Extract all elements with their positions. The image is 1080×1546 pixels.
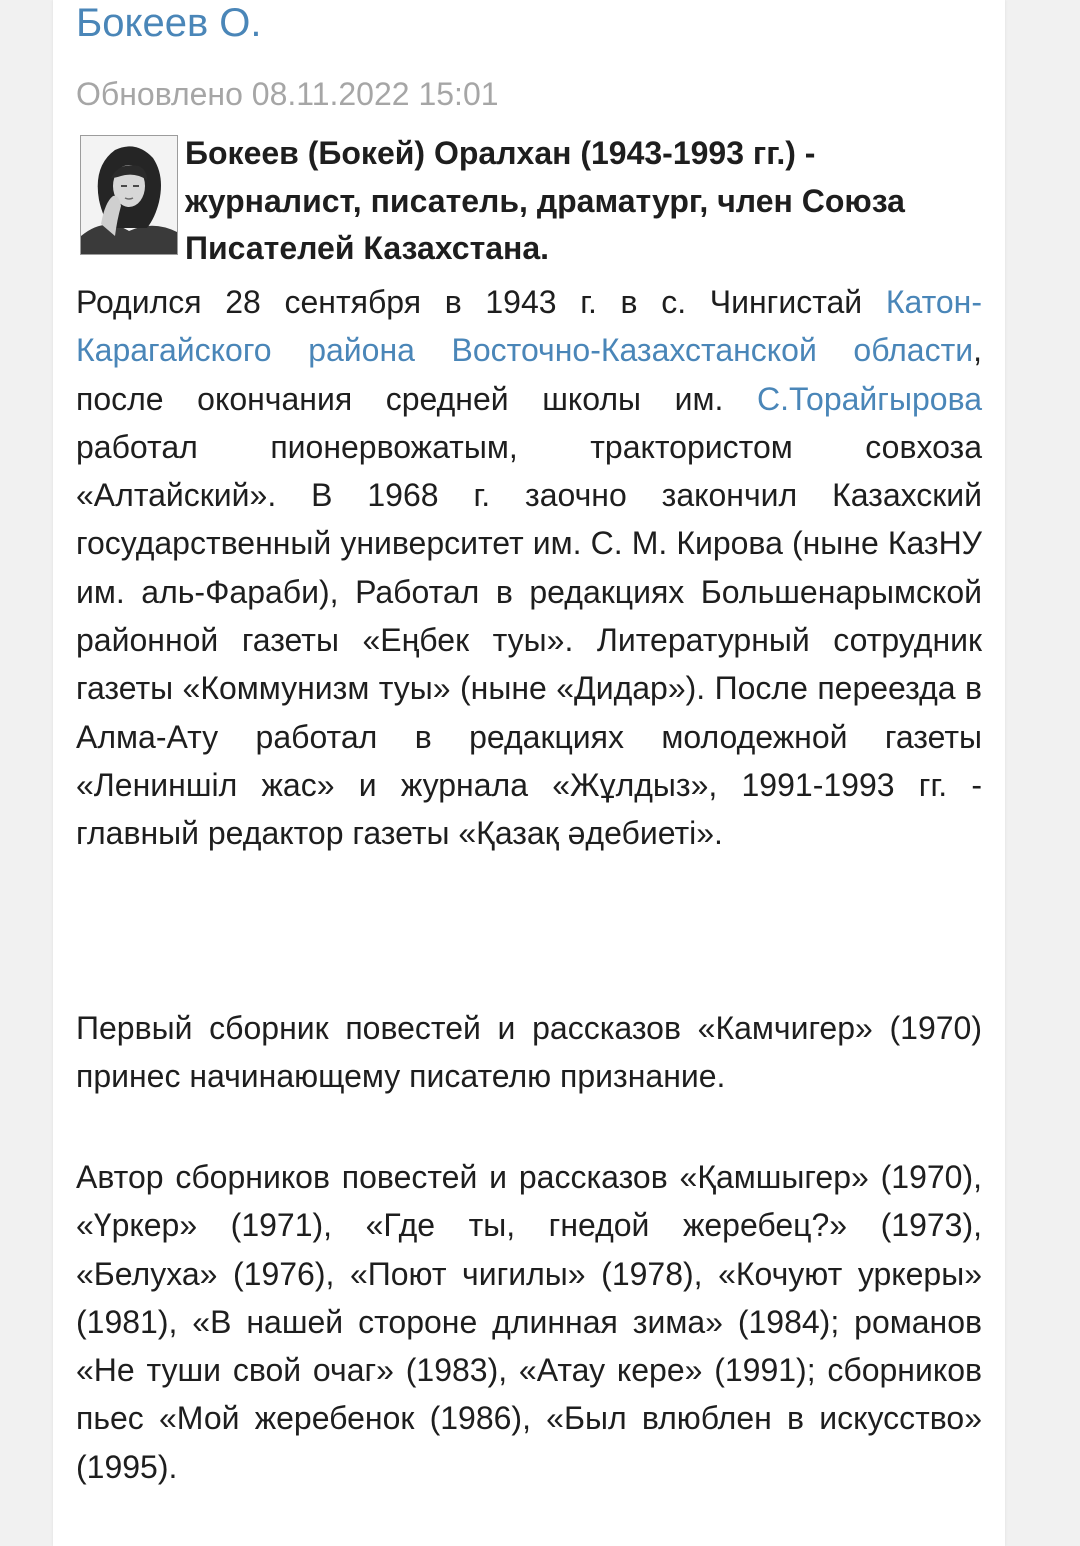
school-link[interactable]: С.Торайгырова	[756, 380, 982, 417]
updated-date: Обновлено 08.11.2022 15:01	[76, 76, 499, 112]
works-paragraph: Автор сборников повестей и рассказов «Қамшыгер» (1970), «Үркер» (1971), «Где ты, гнедой жеребец?» (1973), «Белуха» (1976), «Поют чигилы» (1978), «Кочуют уркеры» (1981), «В нашей стороне длинная зима» (1984); романов «Не туши свой очаг» (1983), «Атау кере» (1991); сборников пьес «Мой жеребенок (1986), «Был влюблен в искусство» (1995).	[76, 1159, 982, 1485]
portrait-image	[81, 136, 177, 254]
biography-paragraph	[76, 278, 982, 858]
paragraph-text: работал пионервожатым, трактористом совхоза «Алтайский». В 1968 г. заочно закончил Казахский государственный университет им. С. М. Кирова (ныне КазНУ им. аль-Фараби), Работал в редакциях Большенарымской районной газеты «Еңбек туы». Литературный сотрудник газеты «Коммунизм туы» (ныне «Дидар»). После переезда в Алма-Ату работал в редакциях молодежной газеты «Лениншіл жас» и журнала «Жұлдыз», 1991-1993 гг. - главный редактор газеты «Қазақ әдебиеті».	[76, 428, 982, 852]
article-title[interactable]: Бокеев О.	[76, 1, 262, 45]
paragraph-text: , после окончания средней школы им.	[76, 332, 982, 417]
paragraph-text: Родился 28 сентября в 1943 г. в с. Чингистай	[76, 284, 886, 320]
region-link[interactable]: Катон-Карагайского района Восточно-Казахстанской области	[76, 284, 982, 369]
first-collection-paragraph: Первый сборник повестей и рассказов «Камчигер» (1970) принес начинающему писателю признание.	[76, 1010, 982, 1095]
author-portrait	[80, 135, 178, 255]
lead-paragraph: Бокеев (Бокей) Оралхан (1943-1993 гг.) - журналист, писатель, драматург, член Союза Писателей Казахстана.	[185, 135, 905, 266]
